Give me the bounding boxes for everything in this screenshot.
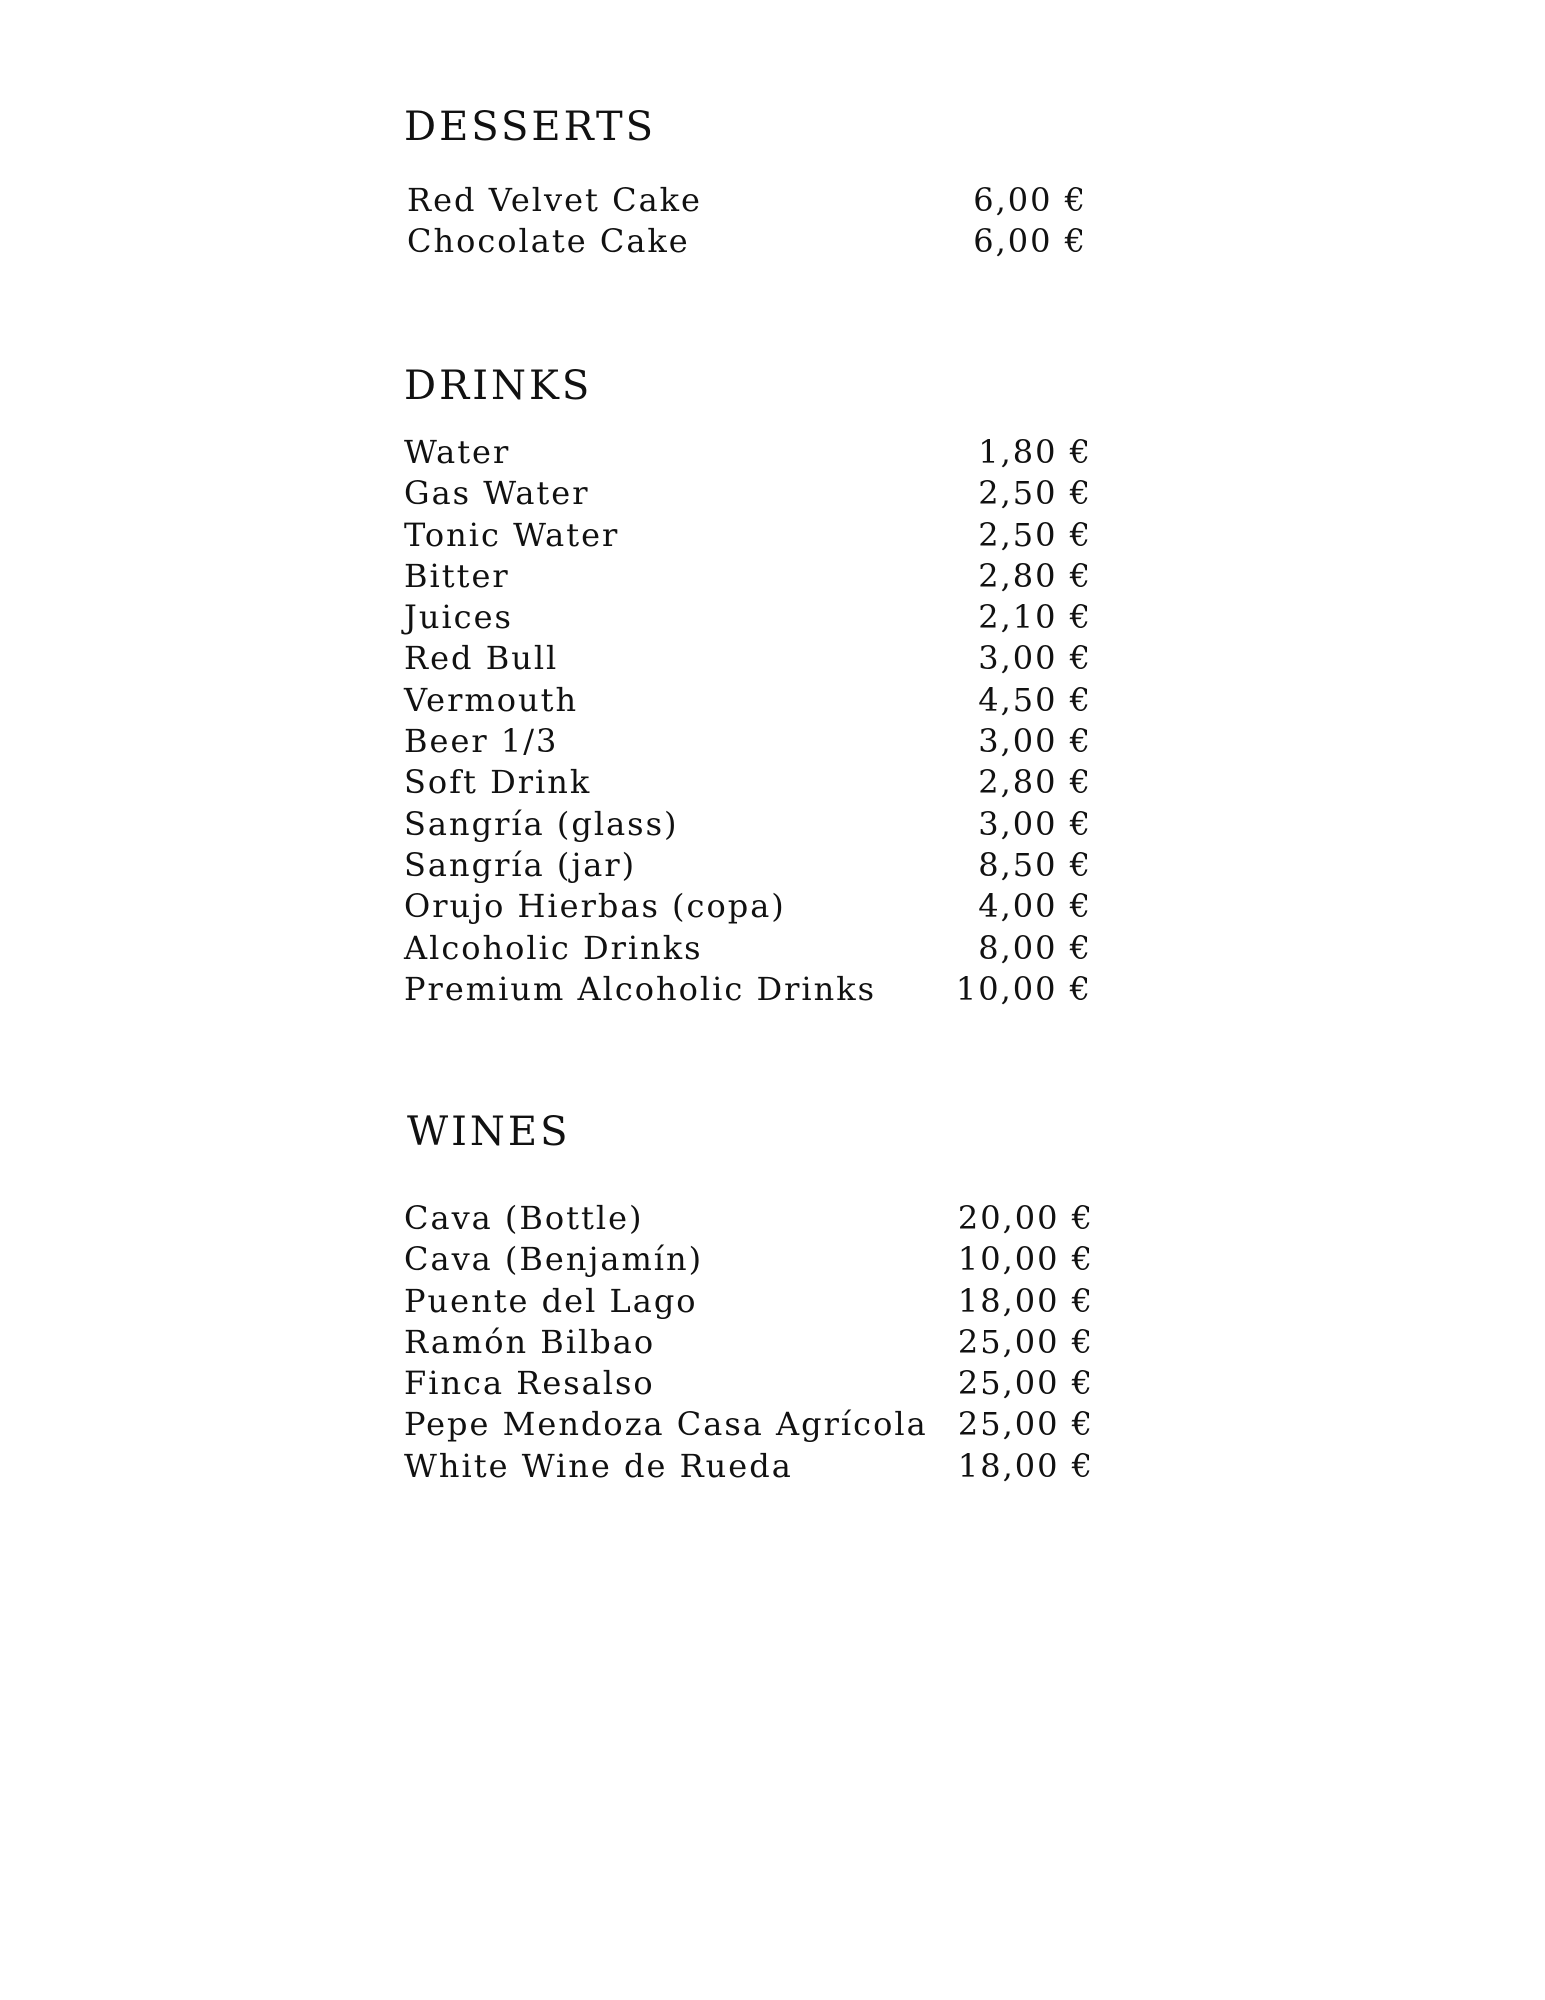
item-price: 2,50 €	[978, 515, 1092, 554]
item-name: Ramón Bilbao	[404, 1322, 656, 1361]
menu-item	[404, 969, 1092, 1010]
menu-item	[407, 221, 1087, 262]
menu-item	[404, 1363, 1094, 1404]
section-title-drinks: DRINKS	[404, 363, 593, 409]
menu-item	[404, 1446, 1094, 1487]
item-price: 2,80 €	[978, 763, 1092, 802]
item-name: Alcoholic Drinks	[404, 928, 703, 967]
menu-item	[404, 638, 1092, 679]
section-title-wines: WINES	[407, 1109, 571, 1155]
item-name: Water	[404, 433, 511, 471]
drinks-item-list	[404, 432, 1092, 1010]
item-price: 18,00 €	[957, 1281, 1094, 1320]
item-price: 8,00 €	[978, 928, 1092, 967]
desserts-item-list	[407, 180, 1087, 263]
menu-item	[404, 556, 1092, 597]
item-name: Finca Resalso	[404, 1364, 655, 1403]
menu-item	[404, 680, 1092, 721]
item-price: 10,00 €	[957, 1240, 1094, 1279]
item-price: 8,50 €	[978, 845, 1092, 884]
item-name: Cava (Benjamín)	[404, 1240, 704, 1279]
item-price: 18,00 €	[957, 1446, 1094, 1485]
item-price: 25,00 €	[957, 1405, 1094, 1444]
menu-item	[404, 1322, 1094, 1363]
item-price: 4,50 €	[978, 680, 1092, 719]
item-price: 25,00 €	[957, 1364, 1094, 1403]
item-name: Chocolate Cake	[407, 222, 690, 261]
item-price: 6,00 €	[973, 222, 1087, 261]
section-title-desserts: DESSERTS	[404, 104, 657, 150]
menu-item	[404, 1281, 1094, 1322]
item-name: Juices	[404, 598, 513, 637]
item-price: 3,00 €	[978, 804, 1092, 843]
menu-item	[407, 180, 1087, 221]
menu-item	[404, 886, 1092, 927]
item-name: Tonic Water	[404, 515, 620, 554]
item-name: Orujo Hierbas (copa)	[404, 887, 786, 926]
menu-item	[404, 1198, 1094, 1239]
menu-item	[404, 928, 1092, 969]
menu-item	[404, 762, 1092, 803]
item-price: 6,00 €	[973, 181, 1087, 219]
item-name: Premium Alcoholic Drinks	[404, 969, 877, 1008]
item-name: Cava (Bottle)	[404, 1199, 644, 1237]
item-name: Bitter	[404, 556, 510, 595]
menu-item	[404, 845, 1092, 886]
item-name: Red Bull	[404, 639, 559, 678]
item-name: Vermouth	[404, 680, 579, 719]
menu-item	[404, 804, 1092, 845]
item-name: Sangría (glass)	[404, 804, 679, 843]
item-price: 2,10 €	[978, 598, 1092, 637]
item-price: 10,00 €	[955, 969, 1092, 1008]
item-name: Gas Water	[404, 474, 590, 513]
menu-item	[404, 1239, 1094, 1280]
menu-item	[404, 1404, 1094, 1445]
item-name: Pepe Mendoza Casa Agrícola	[404, 1405, 928, 1444]
item-price: 2,50 €	[978, 474, 1092, 513]
menu-item	[404, 432, 1092, 473]
item-price: 3,00 €	[978, 639, 1092, 678]
menu-item	[404, 473, 1092, 514]
item-price: 3,00 €	[978, 722, 1092, 761]
menu-item	[404, 721, 1092, 762]
item-price: 4,00 €	[978, 887, 1092, 926]
item-price: 25,00 €	[957, 1322, 1094, 1361]
item-name: Sangría (jar)	[404, 845, 637, 884]
wines-item-list	[404, 1198, 1094, 1487]
item-price: 1,80 €	[978, 433, 1092, 471]
item-name: Puente del Lago	[404, 1281, 698, 1320]
item-name: White Wine de Rueda	[404, 1446, 793, 1485]
item-price: 2,80 €	[978, 556, 1092, 595]
menu-item	[404, 597, 1092, 638]
item-price: 20,00 €	[957, 1199, 1094, 1237]
item-name: Red Velvet Cake	[407, 181, 702, 219]
menu-item	[404, 515, 1092, 556]
item-name: Beer 1/3	[404, 722, 559, 761]
item-name: Soft Drink	[404, 763, 592, 802]
